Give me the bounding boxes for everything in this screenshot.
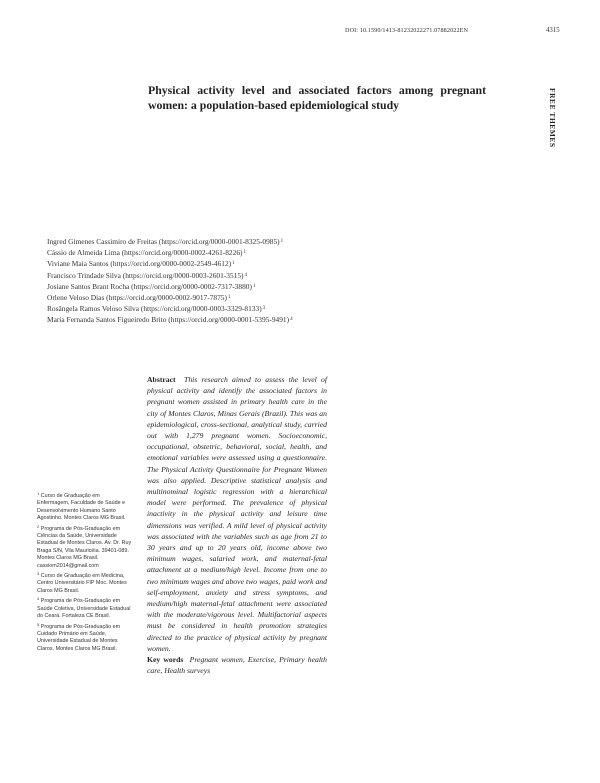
affiliation-text: Curso de Graduação em Medicina, Centro Universitário FIP Moc. Montes Claros MG Brasil.	[37, 573, 127, 594]
author-affil-marker: 3	[262, 306, 266, 312]
author-affil-marker: 1	[252, 283, 256, 289]
author-name: Francisco Trindade Silva (https://orcid.org/0000-0003-2601-3515)	[47, 270, 244, 280]
author-affil-marker: 1	[232, 261, 235, 267]
affiliation	[37, 490, 132, 523]
author-entry	[47, 281, 387, 292]
author-entry	[47, 270, 387, 281]
author-name: Orlene Veloso Dias (https://orcid.org/0000-0002-9017-7875)	[47, 293, 227, 303]
author-name: Josiane Santos Brant Rocha (https://orcid.org/0000-0002-7317-3880)	[47, 281, 252, 291]
abstract-paragraph	[147, 374, 327, 654]
author-entry	[47, 236, 387, 247]
affiliations-column	[37, 490, 132, 653]
article-title: Physical activity level and associated factors among pregnant women: a population-based epidemiological study	[148, 83, 486, 112]
author-entry	[47, 314, 387, 325]
author-name: Viviane Maia Santos (https://orcid.org/0000-0002-2549-4612)	[47, 259, 232, 269]
section-label: FREE THEMES	[548, 88, 557, 148]
affiliation	[37, 570, 132, 595]
affiliation-marker: 4	[37, 596, 40, 602]
affiliation-text: Programa de Pós-Graduação em Saúde Coletiva, Universidade Estadual do Ceará. Fortaleza CE Brasil.	[37, 598, 131, 620]
author-list	[47, 236, 387, 326]
author-affil-marker: 1	[227, 295, 231, 301]
page-number: 4315	[546, 27, 560, 34]
author-affil-marker: 1	[243, 250, 246, 256]
author-name: Rosângela Ramos Veloso Silva (https://orcid.org/0000-0003-3329-8133)	[47, 304, 262, 314]
author-entry	[47, 292, 387, 303]
doi-line: DOI: 10.1590/1413-81232022271.07882022EN	[345, 27, 469, 34]
affiliation-text: Programa de Pós-Graduação em Cuidado Primário em Saúde, Universidade Estadual de Montes Claros. Montes Claros MG Brasil.	[37, 623, 121, 652]
abstract-block	[147, 374, 327, 676]
author-entry	[47, 247, 387, 258]
affiliation-marker: 5	[37, 621, 40, 627]
affiliation	[37, 523, 132, 570]
abstract-label: Abstract	[147, 375, 176, 384]
author-name: Cássio de Almeida Lima (https://orcid.org/0000-0002-4261-8226)	[47, 248, 243, 258]
affiliation-marker: 1	[37, 491, 40, 496]
author-entry	[47, 303, 387, 314]
author-affil-marker: 1	[280, 239, 284, 244]
keywords-line	[147, 654, 327, 676]
author-entry	[47, 258, 387, 269]
author-affil-marker: 4	[290, 317, 293, 323]
affiliation-marker: 2	[37, 523, 40, 529]
keywords-label: Key words	[147, 655, 184, 665]
affiliation	[37, 621, 132, 654]
affiliation-text: Curso de Graduação em Enfermagem, Faculdade de Saúde e Desenvolvimento Humano Santo Agostinho. Montes Claros MG Brasil.	[37, 493, 126, 522]
affiliation-text: Programa de Pós-Graduação em Ciências da Saúde, Universidade Estadual de Montes Claros. Av. Dr. Ruy Braga S/N, Vila Mauricéia. 39401-089. Montes Claros MG Brasil. cassiom2014@gmail.com	[37, 525, 132, 569]
abstract-text: This research aimed to assess the level of physical activity and identify the associated factors in pregnant women assisted in primary health care in the city of Montes Claros, Minas Gerais (Brazil). This was an epidemiological, cross-sectional, analytical study, carried out with 1,279 pregnant women. Socioeconomic, occupational, obstetric, behavioral, social, health, and emotional variables were assessed using a questionnaire. The Physical Activity Questionnaire for Pregnant Women was also applied. Descriptive statistical analysis and multinominal logistic regression with a hierarchical model were performed. The prevalence of physical inactivity in the physical activity and leisure time dimensions was verified. A mild level of physical activity was associated with the variables such as age from 21 to 30 years and up to 20 years old, income above two minimum wages, salaried work, and maternal-fetal attachment at a medium/high level. Income from one to two minimum wages and above two wages, paid work and self-employment, anxiety and stress symptoms, and medium/high maternal-fetal attachment were associated with the moderate/vigorous level. Multifactorial aspects must be considered in health promotion strategies directed to the practice of physical activity by pregnant women.	[147, 375, 327, 653]
author-affil-marker: 4	[244, 272, 248, 278]
author-name: Maria Fernanda Santos Figueiredo Brito (https://orcid.org/0000-0001-5395-9491)	[47, 315, 290, 325]
keywords-text: Pregnant women, Exercise, Primary health care, Health surveys	[147, 655, 328, 676]
author-name: Ingred Gimenes Cassimiro de Freitas (https://orcid.org/0000-0001-8325-0985)	[47, 237, 280, 246]
affiliation	[37, 595, 132, 620]
affiliation-marker: 3	[37, 571, 40, 577]
